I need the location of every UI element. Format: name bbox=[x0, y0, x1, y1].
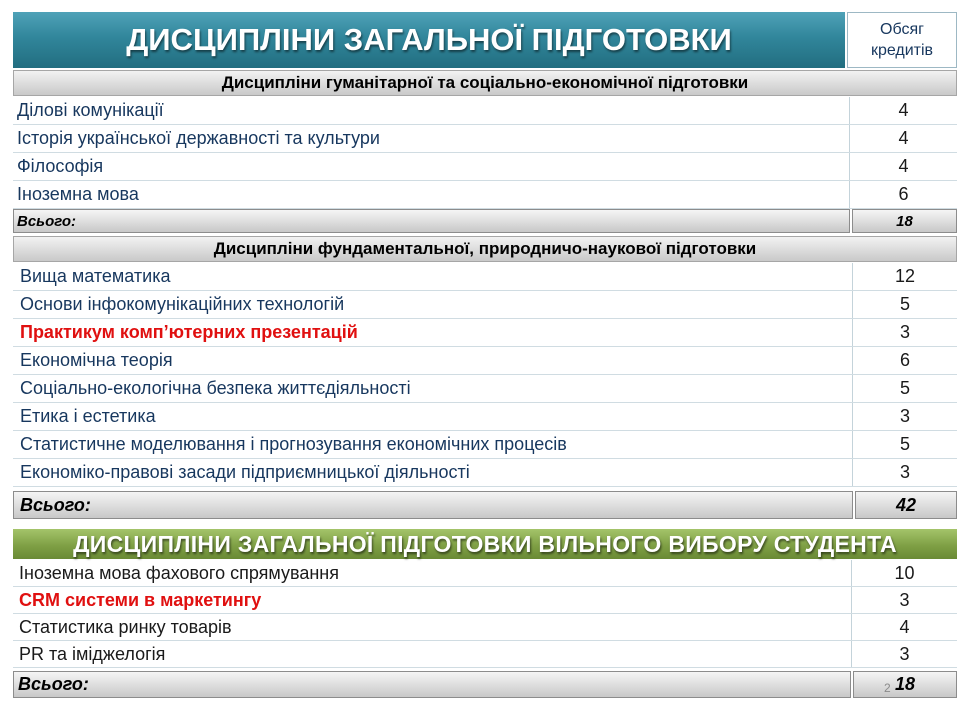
credits-value: 12 bbox=[894, 266, 916, 286]
total-label: Всього: bbox=[13, 209, 850, 233]
section-humanities-total bbox=[13, 209, 957, 233]
total-value: 18 bbox=[852, 209, 957, 233]
credits-value: 10 bbox=[894, 562, 915, 583]
discipline-name: Основи інфокомунікаційних технологій bbox=[13, 291, 853, 318]
discipline-name: Етика і естетика bbox=[13, 403, 853, 430]
table-row bbox=[13, 347, 957, 375]
credits-value: 5 bbox=[899, 294, 910, 314]
table-row bbox=[13, 291, 957, 319]
section-humanities-header: Дисципліни гуманітарної та соціально-економічної підготовки bbox=[13, 70, 957, 96]
table-row bbox=[13, 319, 957, 347]
discipline-name: Статистика ринку товарів bbox=[13, 614, 852, 640]
discipline-name: Іноземна мова bbox=[13, 181, 850, 208]
credits-value: 6 bbox=[899, 350, 910, 370]
discipline-name: Економіко-правові засади підприємницької діяльності bbox=[13, 459, 853, 486]
discipline-name: Іноземна мова фахового спрямування bbox=[13, 560, 852, 586]
total-value: 18 bbox=[853, 671, 957, 698]
section-fundamental-header: Дисципліни фундаментальної, природничо-наукової підготовки bbox=[13, 236, 957, 262]
credits-header-line1: Обсяг bbox=[880, 21, 924, 38]
discipline-name: Вища математика bbox=[13, 263, 853, 290]
credits-value: 3 bbox=[899, 406, 910, 426]
table-row bbox=[13, 641, 957, 668]
slide-number: 2 bbox=[884, 681, 891, 695]
credits-value: 4 bbox=[898, 156, 909, 176]
discipline-name: Економічна теорія bbox=[13, 347, 853, 374]
table-row bbox=[13, 403, 957, 431]
discipline-name: Ділові комунікації bbox=[13, 97, 850, 124]
discipline-name: Соціально-екологічна безпека життєдіяльності bbox=[13, 375, 853, 402]
total-value: 42 bbox=[855, 491, 957, 519]
table-row bbox=[13, 560, 957, 587]
table-row bbox=[13, 375, 957, 403]
table-title: ДИСЦИПЛІНИ ЗАГАЛЬНОЇ ПІДГОТОВКИ bbox=[13, 12, 845, 68]
credits-column-header bbox=[847, 12, 957, 68]
discipline-name: Історія української державності та культури bbox=[13, 125, 850, 152]
discipline-name: CRM системи в маркетингу bbox=[13, 587, 852, 613]
table-row bbox=[13, 459, 957, 487]
table-row bbox=[13, 263, 957, 291]
credits-value: 3 bbox=[899, 643, 910, 664]
credits-value: 4 bbox=[899, 616, 910, 637]
credits-value: 3 bbox=[899, 589, 910, 610]
table-row bbox=[13, 153, 957, 181]
discipline-name: Статистичне моделювання і прогнозування економічних процесів bbox=[13, 431, 853, 458]
credits-value: 4 bbox=[898, 128, 909, 148]
total-label: Всього: bbox=[13, 491, 853, 519]
table-row bbox=[13, 587, 957, 614]
section-elective-total bbox=[13, 671, 957, 698]
table-row bbox=[13, 431, 957, 459]
credits-value: 6 bbox=[898, 184, 909, 204]
credits-value: 5 bbox=[899, 434, 910, 454]
section-elective-header: ДИСЦИПЛІНИ ЗАГАЛЬНОЇ ПІДГОТОВКИ ВІЛЬНОГО ВИБОРУ СТУДЕНТА bbox=[13, 529, 957, 559]
discipline-name: Філософія bbox=[13, 153, 850, 180]
total-label: Всього: bbox=[13, 671, 851, 698]
credits-value: 3 bbox=[899, 462, 910, 482]
credits-value: 4 bbox=[898, 100, 909, 120]
discipline-name: PR та іміджелогія bbox=[13, 641, 852, 667]
table-row bbox=[13, 125, 957, 153]
table-row bbox=[13, 97, 957, 125]
table-row bbox=[13, 614, 957, 641]
section-fundamental-total bbox=[13, 491, 957, 519]
credits-value: 5 bbox=[899, 378, 910, 398]
credits-header-line2: кредитів bbox=[870, 42, 934, 59]
credits-value: 3 bbox=[899, 322, 910, 342]
table-row bbox=[13, 181, 957, 209]
discipline-name: Практикум комп’ютерних презентацій bbox=[13, 319, 853, 346]
